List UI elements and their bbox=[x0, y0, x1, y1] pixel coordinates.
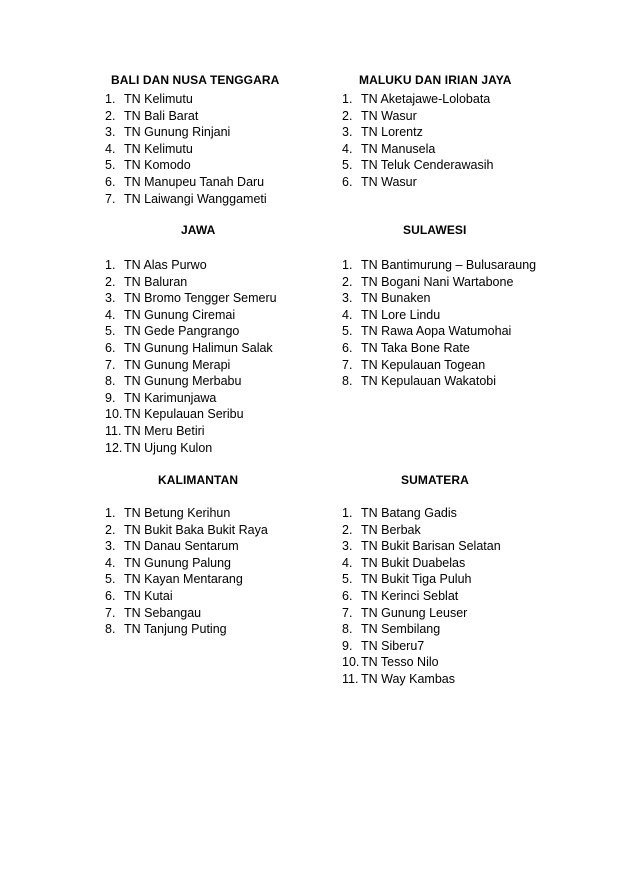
item-number: 4. bbox=[342, 555, 353, 570]
item-number: 2. bbox=[105, 108, 116, 123]
item-number: 11. bbox=[342, 671, 359, 686]
park-name: TN Gunung Ciremai bbox=[124, 307, 236, 322]
park-name: TN Kayan Mentarang bbox=[124, 572, 243, 587]
park-name: TN Bukit Duabelas bbox=[361, 555, 466, 570]
item-number: 3. bbox=[105, 291, 116, 306]
park-name: TN Manusela bbox=[361, 141, 436, 156]
item-number: 2. bbox=[342, 108, 353, 123]
item-number: 5. bbox=[342, 158, 353, 173]
section-heading: BALI DAN NUSA TENGGARA bbox=[111, 73, 280, 87]
item-number: 4. bbox=[105, 141, 116, 156]
park-name: TN Lorentz bbox=[361, 125, 423, 140]
item-number: 3. bbox=[105, 125, 116, 140]
section-heading: JAWA bbox=[181, 223, 216, 237]
park-name: TN Baluran bbox=[124, 274, 188, 289]
item-number: 7. bbox=[342, 357, 353, 372]
park-name: TN Gunung Halimun Salak bbox=[124, 340, 273, 355]
item-number: 11. bbox=[105, 423, 122, 438]
park-name: TN Sembilang bbox=[361, 622, 441, 637]
park-name: TN Betung Kerihun bbox=[124, 506, 231, 520]
item-number: 8. bbox=[105, 622, 116, 637]
park-name: TN Sebangau bbox=[124, 605, 202, 620]
item-number: 5. bbox=[105, 158, 116, 173]
item-number: 5. bbox=[105, 324, 116, 339]
item-number: 1. bbox=[105, 506, 116, 520]
park-name: TN Kelimutu bbox=[124, 141, 193, 156]
item-number: 2. bbox=[105, 522, 116, 537]
item-number: 6. bbox=[105, 174, 116, 189]
park-name: TN Kepulauan Wakatobi bbox=[361, 374, 497, 389]
item-number: 5. bbox=[342, 324, 353, 339]
park-name: TN Tanjung Puting bbox=[124, 622, 227, 637]
item-number: 2. bbox=[342, 522, 353, 537]
park-name: TN Kepulauan Seribu bbox=[124, 407, 244, 422]
park-name: TN Manupeu Tanah Daru bbox=[124, 174, 265, 189]
item-number: 7. bbox=[105, 357, 116, 372]
park-name: TN Berbak bbox=[361, 522, 421, 537]
item-number: 8. bbox=[342, 622, 353, 637]
park-name: TN Meru Betiri bbox=[124, 423, 205, 438]
item-number: 1. bbox=[342, 506, 353, 520]
park-name: TN Alas Purwo bbox=[124, 258, 207, 272]
park-name: TN Bukit Barisan Selatan bbox=[361, 539, 501, 554]
park-name: TN Bogani Nani Wartabone bbox=[361, 274, 514, 289]
park-name: TN Wasur bbox=[361, 108, 417, 123]
item-number: 2. bbox=[105, 274, 116, 289]
park-name: TN Bantimurung – Bulusaraung bbox=[361, 258, 537, 272]
park-name: TN Taka Bone Rate bbox=[361, 340, 470, 355]
park-name: TN Ujung Kulon bbox=[124, 440, 213, 455]
park-name: TN Wasur bbox=[361, 174, 417, 189]
item-number: 8. bbox=[105, 374, 116, 389]
item-number: 1. bbox=[342, 258, 353, 272]
park-name: TN Bunaken bbox=[361, 291, 431, 306]
item-number: 2. bbox=[342, 274, 353, 289]
park-name: TN Kelimutu bbox=[124, 92, 193, 106]
item-number: 8. bbox=[342, 374, 353, 389]
park-name: TN Karimunjawa bbox=[124, 390, 217, 405]
park-name: TN Way Kambas bbox=[361, 671, 456, 686]
item-number: 4. bbox=[342, 141, 353, 156]
item-number: 3. bbox=[342, 539, 353, 554]
park-name: TN Bukit Baka Bukit Raya bbox=[124, 522, 268, 537]
park-name: TN Rawa Aopa Watumohai bbox=[361, 324, 512, 339]
item-number: 3. bbox=[342, 291, 353, 306]
park-name: TN Komodo bbox=[124, 158, 191, 173]
item-number: 4. bbox=[105, 307, 116, 322]
item-number: 10. bbox=[342, 655, 360, 670]
park-name: TN Tesso Nilo bbox=[361, 655, 439, 670]
item-number: 6. bbox=[105, 340, 116, 355]
park-name: TN Gede Pangrango bbox=[124, 324, 240, 339]
item-number: 4. bbox=[105, 555, 116, 570]
item-number: 5. bbox=[105, 572, 116, 587]
item-number: 7. bbox=[105, 191, 116, 206]
item-number: 9. bbox=[105, 390, 116, 405]
park-name: TN Aketajawe-Lolobata bbox=[361, 92, 491, 106]
item-number: 1. bbox=[105, 258, 116, 272]
park-name: TN Lore Lindu bbox=[361, 307, 441, 322]
section-heading: SULAWESI bbox=[403, 223, 467, 237]
park-name: TN Kepulauan Togean bbox=[361, 357, 486, 372]
park-name: TN Gunung Rinjani bbox=[124, 125, 231, 140]
item-number: 6. bbox=[342, 340, 353, 355]
item-number: 3. bbox=[105, 539, 116, 554]
item-number: 6. bbox=[342, 588, 353, 603]
item-number: 7. bbox=[105, 605, 116, 620]
item-number: 6. bbox=[342, 174, 353, 189]
item-number: 6. bbox=[105, 588, 116, 603]
park-name: TN Gunung Palung bbox=[124, 555, 232, 570]
park-name: TN Bukit Tiga Puluh bbox=[361, 572, 472, 587]
item-number: 9. bbox=[342, 638, 353, 653]
item-number: 10. bbox=[105, 407, 123, 422]
park-name: TN Bali Barat bbox=[124, 108, 199, 123]
item-number: 4. bbox=[342, 307, 353, 322]
park-name: TN Batang Gadis bbox=[361, 506, 457, 520]
section-heading: MALUKU DAN IRIAN JAYA bbox=[359, 73, 512, 87]
item-number: 1. bbox=[105, 92, 116, 106]
park-name: TN Gunung Merapi bbox=[124, 357, 231, 372]
park-name: TN Danau Sentarum bbox=[124, 539, 239, 554]
item-number: 12. bbox=[105, 440, 123, 455]
park-name: TN Laiwangi Wanggameti bbox=[124, 191, 267, 206]
section-heading: SUMATERA bbox=[401, 473, 469, 487]
park-name: TN Kutai bbox=[124, 588, 173, 603]
item-number: 3. bbox=[342, 125, 353, 140]
park-name: TN Gunung Leuser bbox=[361, 605, 468, 620]
item-number: 7. bbox=[342, 605, 353, 620]
park-name: TN Siberu7 bbox=[361, 638, 425, 653]
item-number: 5. bbox=[342, 572, 353, 587]
park-name: TN Kerinci Seblat bbox=[361, 588, 459, 603]
park-name: TN Teluk Cenderawasih bbox=[361, 158, 494, 173]
park-name: TN Gunung Merbabu bbox=[124, 374, 242, 389]
item-number: 1. bbox=[342, 92, 353, 106]
park-name: TN Bromo Tengger Semeru bbox=[124, 291, 277, 306]
section-heading: KALIMANTAN bbox=[158, 473, 239, 487]
